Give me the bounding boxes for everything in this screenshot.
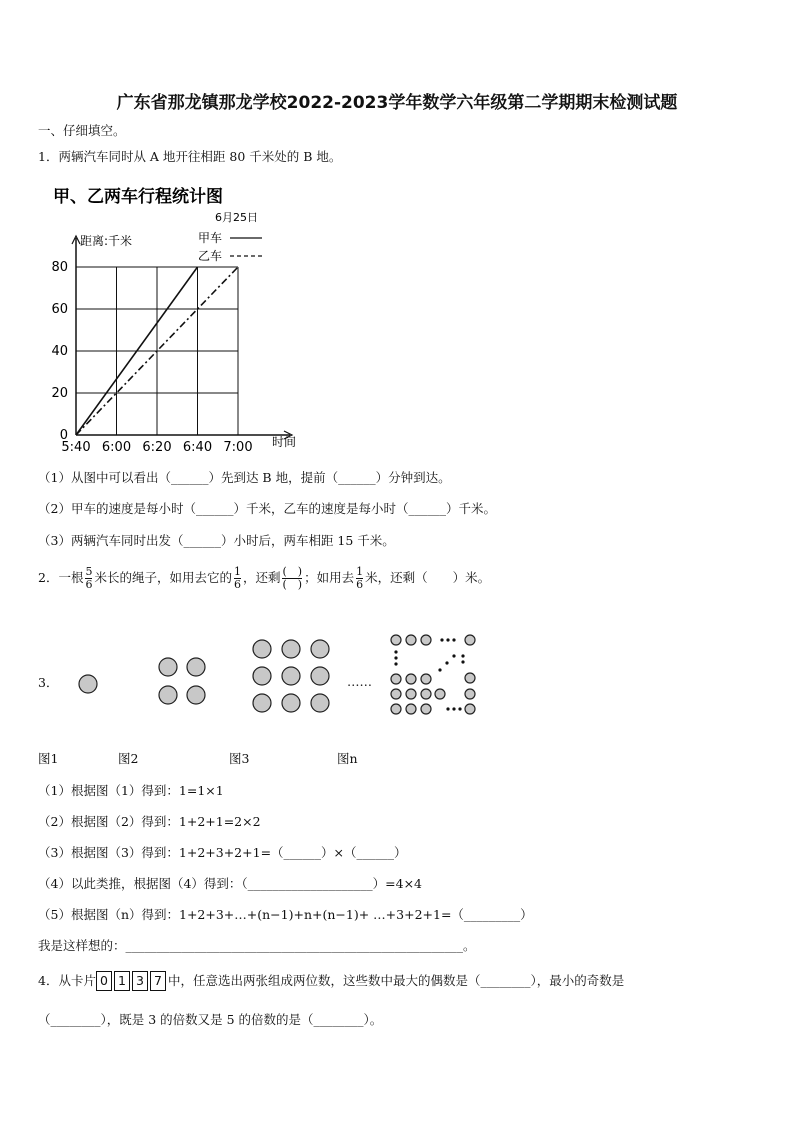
digit-card-7: 7 bbox=[150, 971, 166, 991]
fraction-1-6-meter: $\frac{1}{6}$ bbox=[356, 565, 364, 591]
fign-circle-1 bbox=[406, 635, 416, 645]
q2-text-b: 米长的绳子，如用去它的 bbox=[94, 570, 232, 585]
y-tick-20: 20 bbox=[51, 386, 68, 401]
y-tick-40: 40 bbox=[51, 344, 68, 359]
fign-circle-14 bbox=[465, 673, 475, 683]
x-tick-1: 6:00 bbox=[101, 440, 132, 455]
fign-ellipsis-dot-8 bbox=[458, 707, 461, 710]
q2-text-c: ，还剩 bbox=[242, 570, 281, 585]
x-tick-3: 6:40 bbox=[182, 440, 213, 455]
fig3-circle-3 bbox=[253, 667, 271, 685]
y-axis-label: 距离:千米 bbox=[80, 234, 133, 248]
chart-title: 甲、乙两车行程统计图 bbox=[53, 187, 223, 207]
figure-label-2: 图2 bbox=[118, 751, 139, 766]
question-3-label: 3． bbox=[38, 675, 59, 690]
chart-ticks bbox=[51, 260, 252, 455]
fig1-circle bbox=[79, 675, 97, 693]
fign-ellipsis-dot-9 bbox=[452, 654, 455, 657]
fig3-circle-1 bbox=[282, 640, 300, 658]
fign-ellipsis-dot-7 bbox=[452, 707, 455, 710]
section-heading: 一、仔细填空。 bbox=[38, 123, 126, 138]
fign-circle-11 bbox=[406, 704, 416, 714]
q1-sub-3: （3）两辆汽车同时出发（______）小时后，两车相距 15 千米。 bbox=[38, 533, 395, 548]
fig3-circle-0 bbox=[253, 640, 271, 658]
fign-circle-3 bbox=[465, 635, 475, 645]
fign-ellipsis-dot-13 bbox=[461, 660, 464, 663]
x-tick-0: 5:40 bbox=[61, 440, 91, 455]
q3-sub-2: （2）根据图（2）得到：1+2+1=2×2 bbox=[38, 814, 261, 829]
digit-card-1: 1 bbox=[114, 971, 130, 991]
fig3-circle-2 bbox=[311, 640, 329, 658]
fign-circle-5 bbox=[406, 674, 416, 684]
x-tick-4: 7:00 bbox=[223, 440, 253, 455]
q3-sub-3: （3）根据图（3）得到：1+2+3+2+1=（______）×（______） bbox=[38, 845, 407, 860]
fign-ellipsis-dot-12 bbox=[461, 654, 464, 657]
chart-date: 6月25日 bbox=[215, 211, 258, 224]
circle-pattern-figures bbox=[60, 630, 500, 725]
fign-circle-6 bbox=[421, 674, 431, 684]
fraction-5-6: $\frac{5}{6}$ bbox=[85, 565, 93, 591]
fig3-circle-6 bbox=[253, 694, 271, 712]
question-4-line-2: （________），既是 3 的倍数又是 5 的倍数的是（________）。 bbox=[38, 1012, 383, 1027]
y-tick-0: 0 bbox=[59, 428, 68, 443]
fign-ellipsis-dot-5 bbox=[394, 662, 397, 665]
q3-sub-4: （4）以此类推，根据图（4）得到：（____________________）=4×4 bbox=[38, 876, 423, 891]
fig2-circle-1 bbox=[187, 658, 205, 676]
figure-label-1: 图1 bbox=[38, 751, 59, 766]
fig3-circle-7 bbox=[282, 694, 300, 712]
fign-ellipsis-dot-0 bbox=[440, 638, 443, 641]
digit-card-3: 3 bbox=[132, 971, 148, 991]
fig2-circle-3 bbox=[187, 686, 205, 704]
answer-fraction-blank: $\frac{( )}{( )}$ bbox=[282, 565, 303, 591]
figure-label-n: 图n bbox=[337, 751, 358, 766]
fig2-circle-0 bbox=[159, 658, 177, 676]
digit-card-0: 0 bbox=[96, 971, 112, 991]
q1-sub-2: （2）甲车的速度是每小时（______）千米，乙车的速度是每小时（______）千米。 bbox=[38, 501, 496, 516]
fig3-circle-5 bbox=[311, 667, 329, 685]
pattern-ellipsis: …… bbox=[347, 674, 372, 689]
fign-ellipsis-dot-4 bbox=[394, 656, 397, 659]
q3-sub-1: （1）根据图（1）得到：1=1×1 bbox=[38, 783, 224, 798]
fig3-circle-4 bbox=[282, 667, 300, 685]
q4-text-a: 4．从卡片 bbox=[38, 973, 96, 988]
question-1: 1．两辆汽车同时从 A 地开往相距 80 千米处的 B 地。 bbox=[38, 149, 342, 164]
fign-ellipsis-dot-2 bbox=[452, 638, 455, 641]
fign-ellipsis-dot-10 bbox=[445, 661, 448, 664]
fig3-circle-8 bbox=[311, 694, 329, 712]
fign-ellipsis-dot-1 bbox=[446, 638, 449, 641]
fraction-1-6: $\frac{1}{6}$ bbox=[233, 565, 241, 591]
fign-ellipsis-dot-6 bbox=[446, 707, 449, 710]
fign-circle-4 bbox=[391, 674, 401, 684]
question-4 bbox=[38, 971, 624, 991]
q2-text-d: ；如用去 bbox=[304, 570, 355, 585]
figure-n-ellipsis-dots bbox=[394, 638, 464, 710]
figure-label-3: 图3 bbox=[229, 751, 250, 766]
fign-circle-2 bbox=[421, 635, 431, 645]
x-axis-label: 时间 bbox=[272, 435, 297, 449]
fign-circle-15 bbox=[465, 689, 475, 699]
q4-text-b: 中，任意选出两张组成两位数，这些数中最大的偶数是（________），最小的奇数是 bbox=[167, 973, 625, 988]
fign-circle-12 bbox=[421, 704, 431, 714]
fign-circle-8 bbox=[406, 689, 416, 699]
y-tick-80: 80 bbox=[51, 260, 68, 275]
legend-label-1: 乙车 bbox=[198, 249, 223, 263]
question-2 bbox=[38, 566, 490, 591]
chart-axes bbox=[72, 233, 296, 449]
fign-circle-13 bbox=[435, 689, 445, 699]
fign-ellipsis-dot-3 bbox=[394, 650, 397, 653]
q3-sub-5: （5）根据图（n）得到：1+2+3+…+(n−1)+n+(n−1)+ …+3+2+1=（_________） bbox=[38, 907, 533, 922]
x-tick-2: 6:20 bbox=[142, 440, 172, 455]
fign-ellipsis-dot-11 bbox=[438, 668, 441, 671]
fign-circle-0 bbox=[391, 635, 401, 645]
q3-explanation: 我是这样想的：______________________________________________________。 bbox=[38, 938, 476, 953]
fign-circle-16 bbox=[465, 704, 475, 714]
fign-circle-7 bbox=[391, 689, 401, 699]
q2-text-a: 2．一根 bbox=[38, 570, 84, 585]
page-title: 广东省那龙镇那龙学校2022-2023学年数学六年级第二学期期末检测试题 bbox=[116, 93, 678, 113]
q2-text-e: 米，还剩（ ）米。 bbox=[365, 570, 491, 585]
figure-circles bbox=[79, 635, 475, 714]
fig2-circle-2 bbox=[159, 686, 177, 704]
chart-legend bbox=[198, 231, 262, 263]
fign-circle-10 bbox=[391, 704, 401, 714]
legend-label-0: 甲车 bbox=[198, 231, 223, 245]
q1-sub-1: （1）从图中可以看出（______）先到达 B 地，提前（______）分钟到达。 bbox=[38, 470, 451, 485]
travel-chart bbox=[40, 180, 320, 455]
y-tick-60: 60 bbox=[51, 302, 68, 317]
fign-circle-9 bbox=[421, 689, 431, 699]
